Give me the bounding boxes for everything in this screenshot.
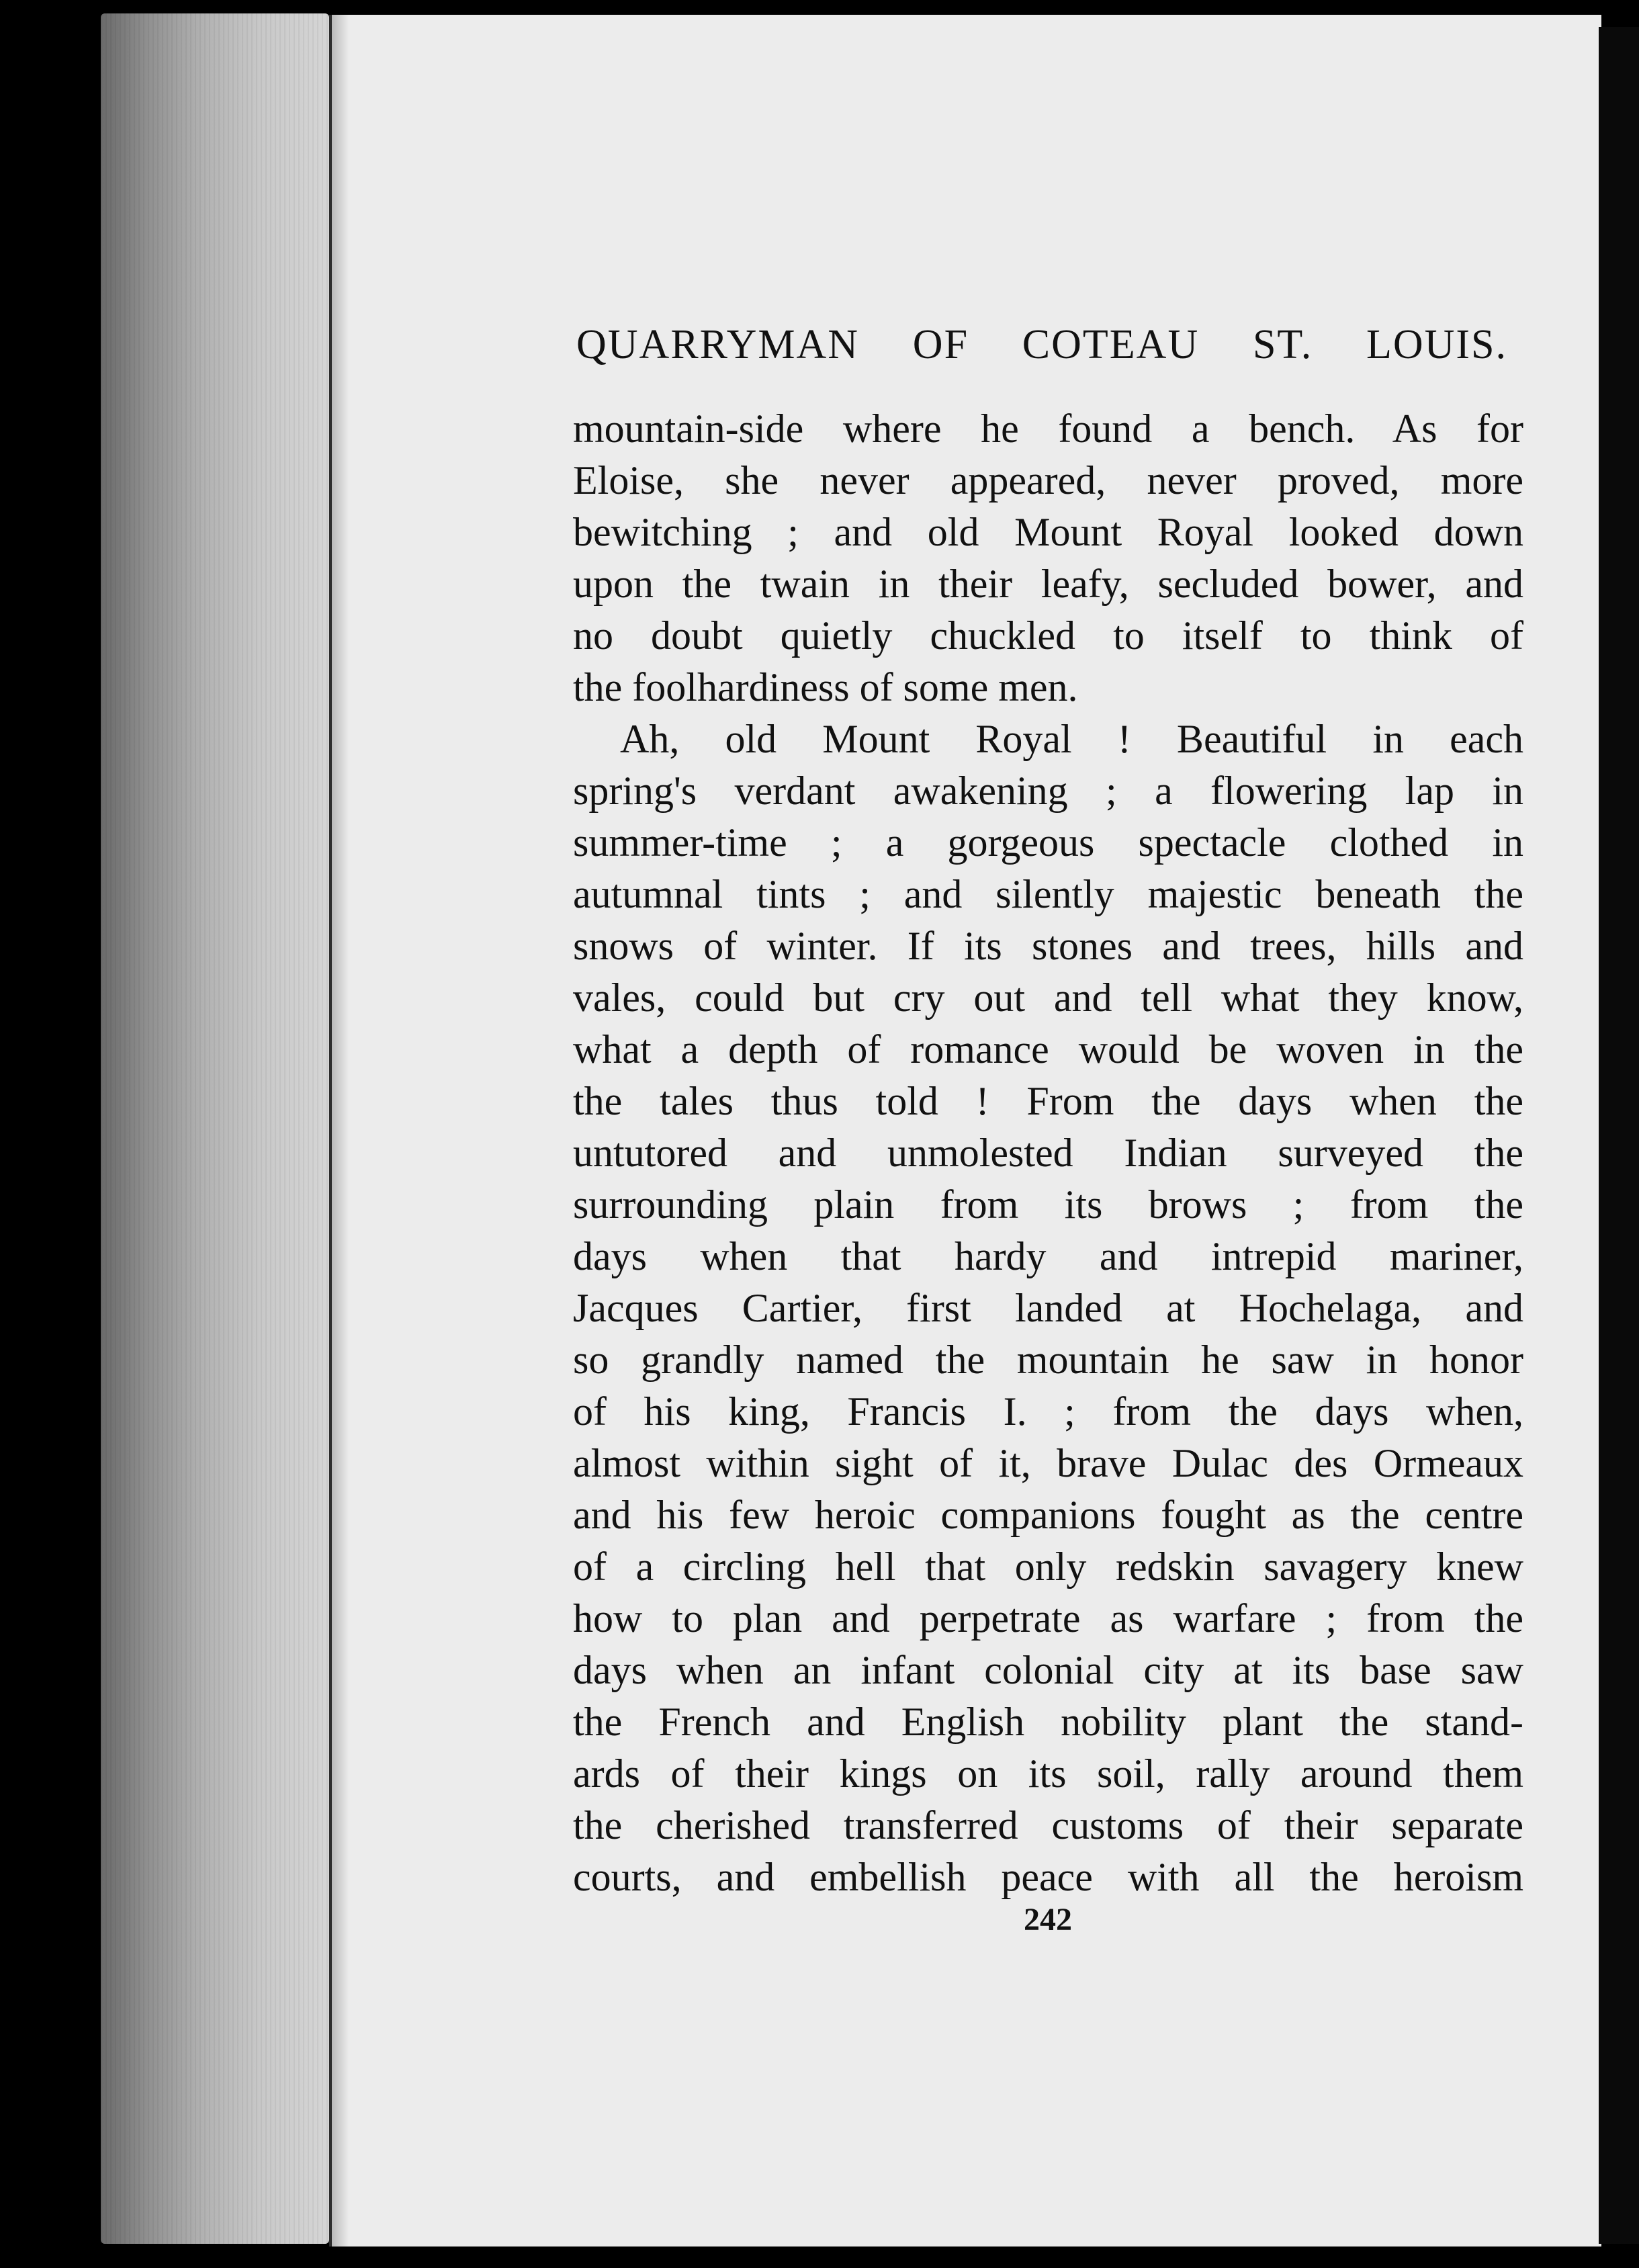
text-line: what a depth of romance would be woven in the xyxy=(573,1027,1523,1072)
body-text xyxy=(573,403,1523,1903)
text-line: so grandly named the mountain he saw in honor xyxy=(573,1338,1523,1382)
text-line: the cherished transferred customs of their separate xyxy=(573,1803,1523,1847)
text-line: the foolhardiness of some men. xyxy=(573,665,1078,709)
text-line: mountain-side where he found a bench. As for xyxy=(573,406,1523,451)
gutter-shadow xyxy=(329,15,349,2247)
page-number: 242 xyxy=(1024,1902,1072,1937)
text-line: of a circling hell that only redskin savagery knew xyxy=(573,1544,1523,1589)
text-line: Jacques Cartier, first landed at Hochelaga, and xyxy=(573,1286,1523,1330)
text-line: untutored and unmolested Indian surveyed the xyxy=(573,1131,1523,1175)
text-line: Eloise, she never appeared, never proved, more xyxy=(573,458,1523,503)
text-line: no doubt quietly chuckled to itself to think of xyxy=(573,613,1523,658)
text-line: ards of their kings on its soil, rally around them xyxy=(573,1751,1523,1796)
text-line: Ah, old Mount Royal ! Beautiful in each xyxy=(620,717,1523,761)
book-page-edges xyxy=(101,13,329,2244)
text-line: courts, and embellish peace with all the heroism xyxy=(573,1855,1523,1899)
text-line: the tales thus told ! From the days when the xyxy=(573,1079,1523,1123)
text-line: almost within sight of it, brave Dulac des Ormeaux xyxy=(573,1441,1523,1485)
text-line: bewitching ; and old Mount Royal looked down xyxy=(573,510,1523,554)
text-line: surrounding plain from its brows ; from the xyxy=(573,1182,1523,1227)
text-line: snows of winter. If its stones and trees, hills and xyxy=(573,924,1523,968)
text-line: of his king, Francis I. ; from the days when, xyxy=(573,1389,1523,1434)
text-line: summer-time ; a gorgeous spectacle clothed in xyxy=(573,820,1523,865)
running-head: QUARRYMAN OF COTEAU ST. LOUIS. xyxy=(576,322,1507,367)
next-page-edge xyxy=(1599,27,1639,2244)
text-line: days when an infant colonial city at its base saw xyxy=(573,1648,1523,1692)
text-line: and his few heroic companions fought as the centre xyxy=(573,1493,1523,1537)
text-line: the French and English nobility plant the stand- xyxy=(573,1700,1523,1744)
text-line: days when that hardy and intrepid mariner, xyxy=(573,1234,1523,1278)
text-line: autumnal tints ; and silently majestic beneath the xyxy=(573,872,1523,916)
text-line: vales, could but cry out and tell what they know, xyxy=(573,975,1523,1020)
text-line: how to plan and perpetrate as warfare ; from the xyxy=(573,1596,1523,1641)
text-line: spring's verdant awakening ; a flowering lap in xyxy=(573,769,1523,813)
text-line: upon the twain in their leafy, secluded bower, and xyxy=(573,562,1523,606)
